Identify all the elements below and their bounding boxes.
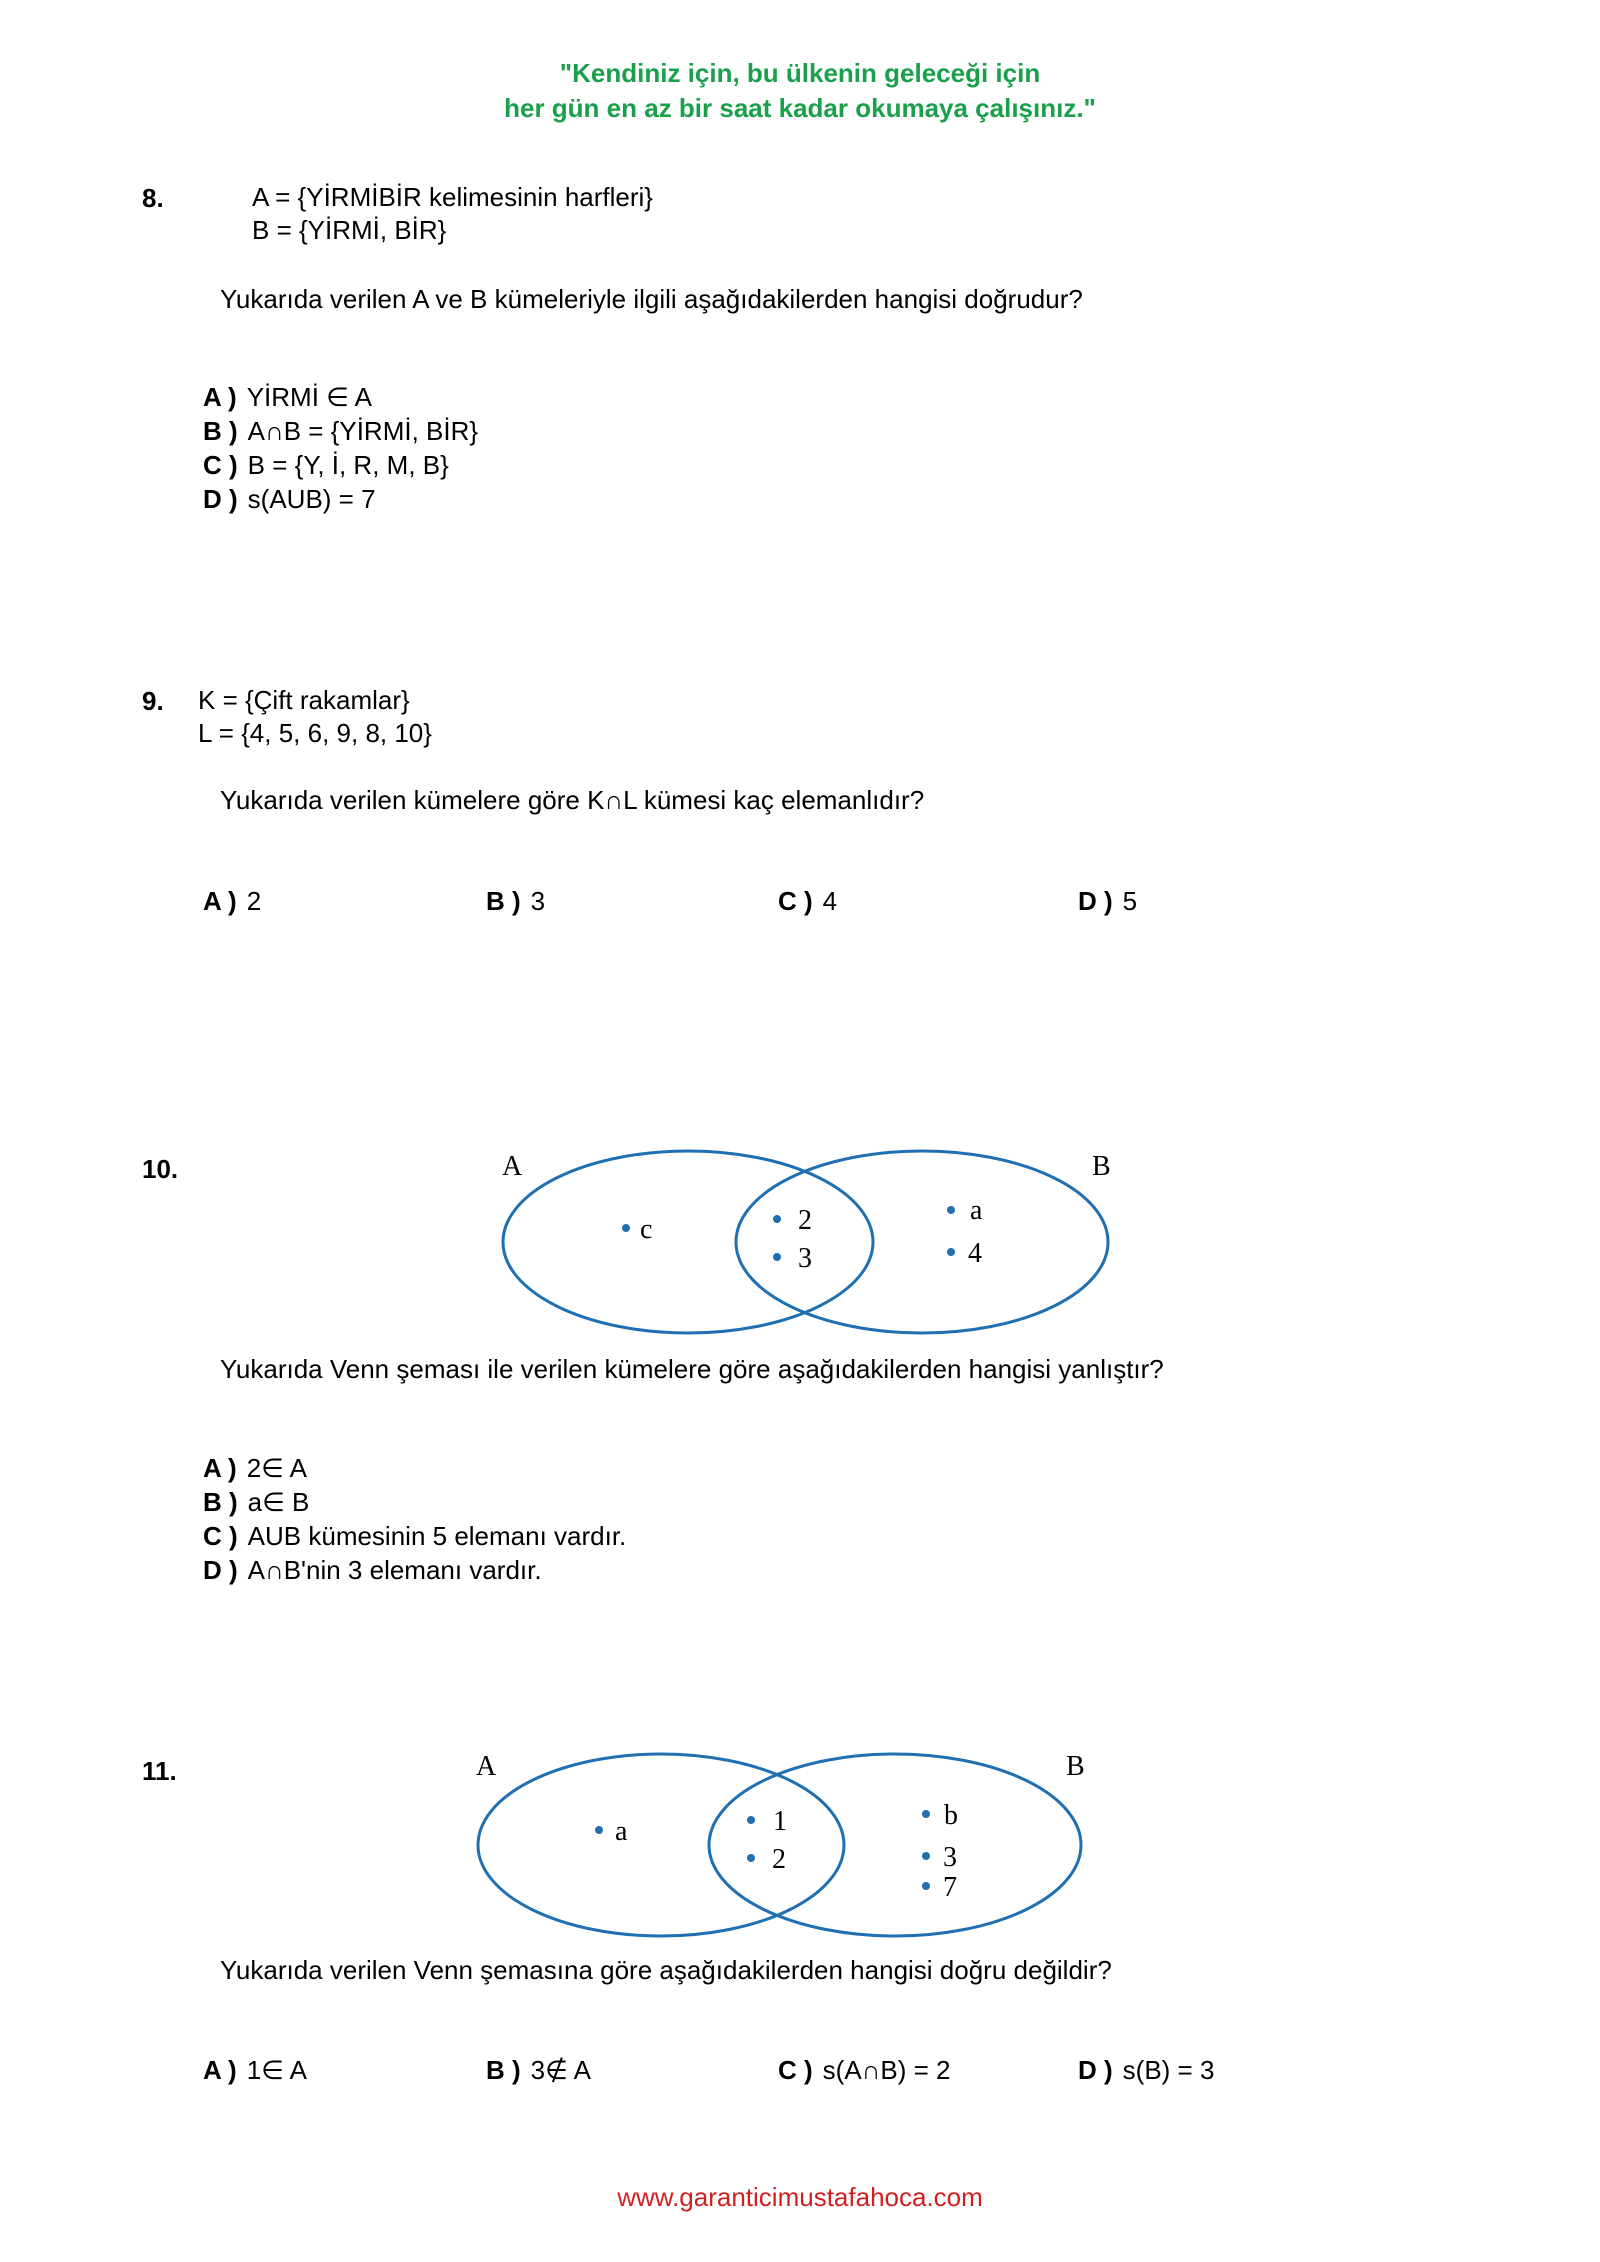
option-label: D ) bbox=[1078, 2055, 1113, 2085]
venn-dot bbox=[747, 1816, 755, 1824]
option-text: 3 bbox=[530, 886, 546, 916]
given-line: K = {Çift rakamlar} bbox=[198, 685, 410, 715]
question-prompt: Yukarıda verilen A ve B kümeleriyle ilgili aşağıdakilerden hangisi doğrudur? bbox=[220, 284, 1083, 314]
venn-element: 1 bbox=[773, 1806, 787, 1837]
option-c[interactable] bbox=[778, 2055, 950, 2086]
venn-diagram bbox=[455, 1740, 1105, 1950]
venn-set-b-ellipse bbox=[736, 1151, 1108, 1333]
option-text: 2∈ A bbox=[246, 1453, 307, 1483]
venn-set-b-label: B bbox=[1092, 1151, 1111, 1182]
venn-dot bbox=[922, 1882, 930, 1890]
footer-website-link[interactable]: www.garanticimustafahoca.com bbox=[617, 2182, 983, 2212]
venn-dot bbox=[773, 1253, 781, 1261]
venn-set-a-label: A bbox=[502, 1151, 523, 1182]
venn-diagram bbox=[480, 1140, 1130, 1350]
option-label: C ) bbox=[203, 1521, 238, 1551]
option-text: YİRMİ ∈ A bbox=[246, 382, 372, 412]
option-d[interactable] bbox=[203, 484, 376, 515]
option-label: D ) bbox=[203, 1555, 238, 1585]
venn-element: a bbox=[970, 1195, 983, 1226]
option-text: s(B) = 3 bbox=[1122, 2055, 1215, 2085]
venn-element: 2 bbox=[798, 1205, 812, 1236]
option-b[interactable] bbox=[203, 416, 478, 447]
venn-element: a bbox=[615, 1816, 628, 1847]
option-text: 2 bbox=[246, 886, 262, 916]
option-label: B ) bbox=[203, 1487, 238, 1517]
option-a[interactable] bbox=[203, 886, 261, 917]
question-prompt: Yukarıda verilen kümelere göre K∩L kümesi kaç elemanlıdır? bbox=[220, 785, 925, 815]
option-text: A∩B = {YİRMİ, BİR} bbox=[247, 416, 479, 446]
venn-element: 7 bbox=[943, 1872, 957, 1903]
venn-dot bbox=[947, 1248, 955, 1256]
option-text: 1∈ A bbox=[246, 2055, 307, 2085]
option-text: s(A∩B) = 2 bbox=[822, 2055, 951, 2085]
option-b[interactable] bbox=[486, 2055, 591, 2086]
venn-set-a-label: A bbox=[476, 1751, 497, 1782]
option-label: C ) bbox=[778, 2055, 813, 2085]
option-label: B ) bbox=[203, 416, 238, 446]
option-label: B ) bbox=[486, 2055, 521, 2085]
venn-element: 3 bbox=[943, 1842, 957, 1873]
option-text: s(AUB) = 7 bbox=[247, 484, 376, 514]
venn-element: c bbox=[640, 1214, 653, 1245]
option-text: B = {Y, İ, R, M, B} bbox=[247, 450, 449, 480]
question-prompt: Yukarıda verilen Venn şemasına göre aşağıdakilerden hangisi doğru değildir? bbox=[220, 1955, 1112, 1985]
venn-set-b-label: B bbox=[1066, 1751, 1085, 1782]
option-text: 5 bbox=[1122, 886, 1138, 916]
option-label: D ) bbox=[203, 484, 238, 514]
option-b[interactable] bbox=[203, 1487, 309, 1518]
question-number: 11. bbox=[142, 1756, 177, 1786]
option-b[interactable] bbox=[486, 886, 545, 917]
option-label: D ) bbox=[1078, 886, 1113, 916]
venn-dot bbox=[622, 1224, 630, 1232]
option-label: C ) bbox=[778, 886, 813, 916]
venn-set-a-ellipse bbox=[478, 1754, 844, 1936]
option-c[interactable] bbox=[778, 886, 837, 917]
option-text: AUB kümesinin 5 elemanı vardır. bbox=[247, 1521, 627, 1551]
venn-dot bbox=[595, 1826, 603, 1834]
option-a[interactable] bbox=[203, 2055, 307, 2086]
option-d[interactable] bbox=[1078, 886, 1137, 917]
given-line: A = {YİRMİBİR kelimesinin harfleri} bbox=[252, 182, 653, 212]
venn-dot bbox=[922, 1810, 930, 1818]
option-c[interactable] bbox=[203, 1521, 626, 1552]
question-prompt: Yukarıda Venn şeması ile verilen kümelere göre aşağıdakilerden hangisi yanlıştır? bbox=[220, 1354, 1164, 1384]
venn-dot bbox=[922, 1852, 930, 1860]
question-number: 9. bbox=[142, 686, 164, 716]
venn-element: 2 bbox=[772, 1844, 786, 1875]
option-a[interactable] bbox=[203, 382, 372, 413]
venn-dot bbox=[773, 1215, 781, 1223]
option-d[interactable] bbox=[203, 1555, 542, 1586]
option-label: A ) bbox=[203, 382, 237, 412]
option-d[interactable] bbox=[1078, 2055, 1214, 2086]
option-text: a∈ B bbox=[247, 1487, 310, 1517]
header-quote-line-1: "Kendiniz için, bu ülkenin geleceği için bbox=[559, 58, 1041, 88]
option-c[interactable] bbox=[203, 450, 449, 481]
header-quote-line-2: her gün en az bir saat kadar okumaya çalışınız." bbox=[504, 93, 1096, 123]
question-number: 8. bbox=[142, 183, 164, 213]
venn-element: 3 bbox=[798, 1243, 812, 1274]
option-text: 4 bbox=[822, 886, 838, 916]
venn-element: b bbox=[944, 1800, 958, 1831]
venn-dot bbox=[747, 1854, 755, 1862]
option-label: C ) bbox=[203, 450, 238, 480]
option-text: 3∉ A bbox=[530, 2055, 591, 2085]
venn-dot bbox=[947, 1206, 955, 1214]
venn-set-b-ellipse bbox=[709, 1754, 1081, 1936]
question-number: 10. bbox=[142, 1154, 179, 1184]
given-line: B = {YİRMİ, BİR} bbox=[252, 215, 447, 245]
venn-element: 4 bbox=[968, 1238, 982, 1269]
option-label: A ) bbox=[203, 1453, 237, 1483]
option-label: B ) bbox=[486, 886, 521, 916]
given-line: L = {4, 5, 6, 9, 8, 10} bbox=[198, 718, 432, 748]
option-label: A ) bbox=[203, 886, 237, 916]
option-a[interactable] bbox=[203, 1453, 307, 1484]
option-text: A∩B'nin 3 elemanı vardır. bbox=[247, 1555, 542, 1585]
venn-set-a-ellipse bbox=[503, 1151, 873, 1333]
option-label: A ) bbox=[203, 2055, 237, 2085]
